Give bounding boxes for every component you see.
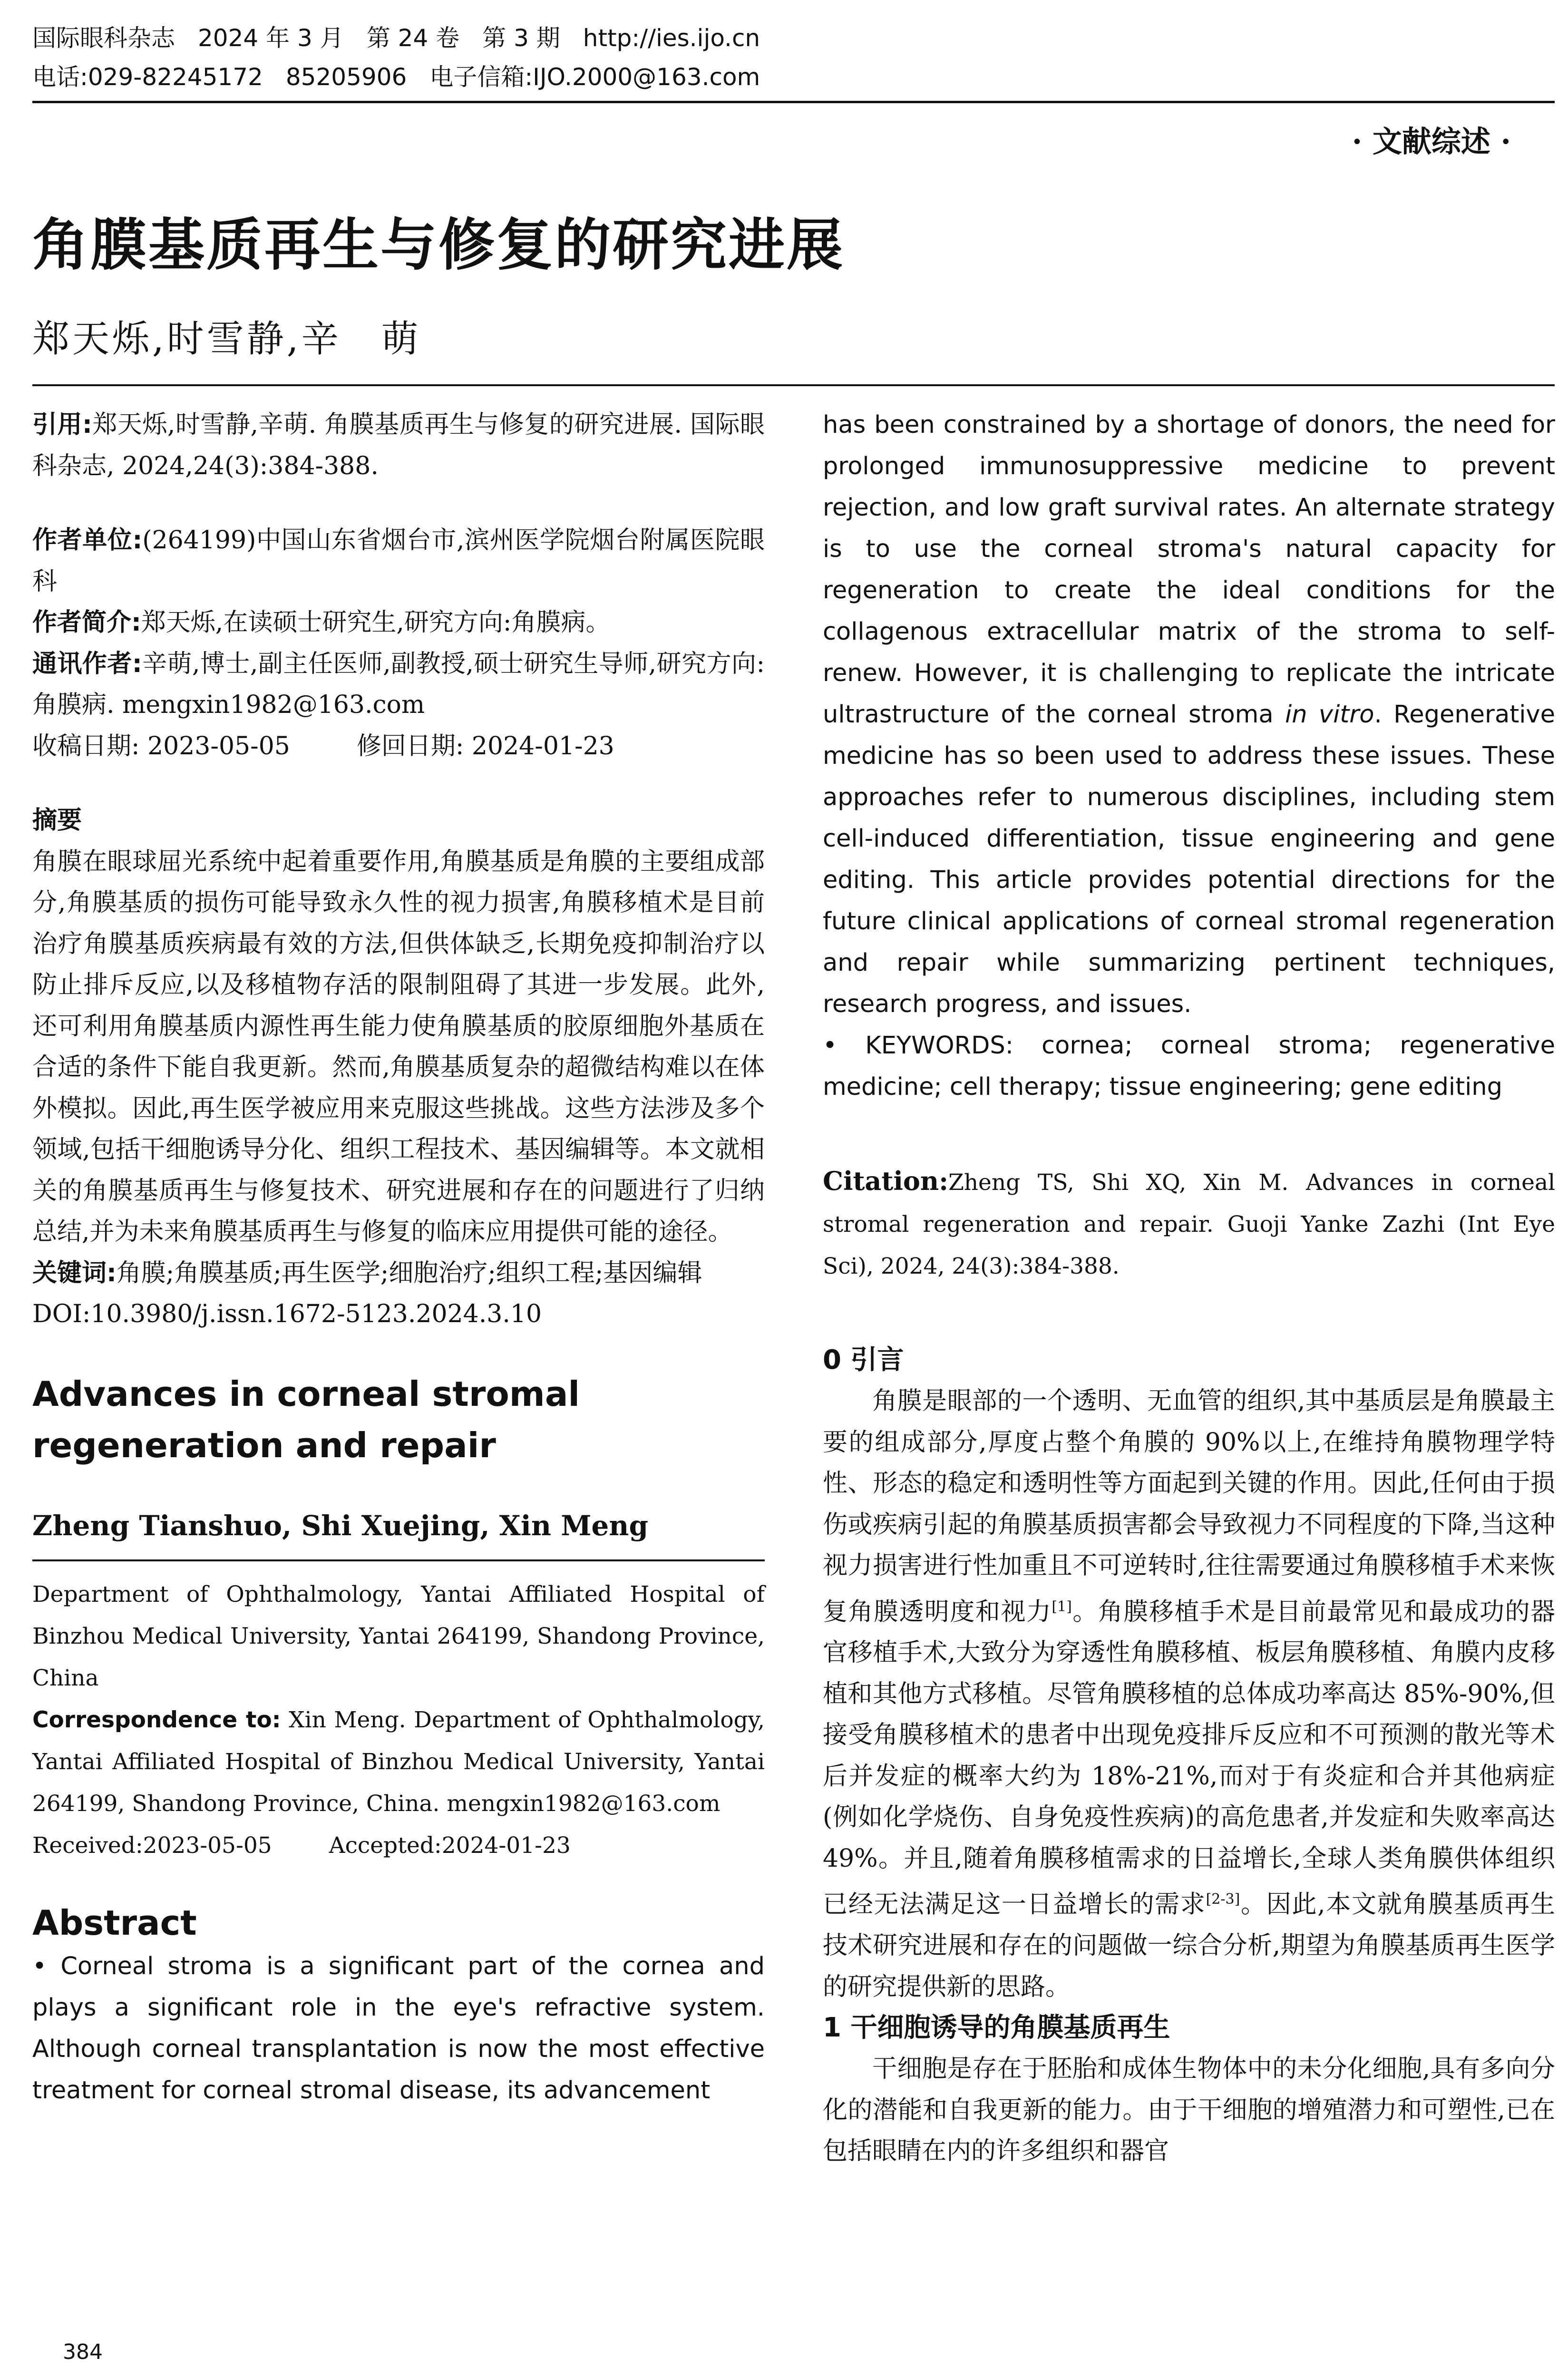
english-authors-rule [32,1559,765,1561]
received-date-cn: 收稿日期: 2023-05-05 [32,731,290,760]
issue-date: 2024 年 3 月 [198,24,344,52]
abstract-cn-text: 角膜在眼球屈光系统中起着重要作用,角膜基质是角膜的主要组成部分,角膜基质的损伤可能导致永久性的视力损害,角膜移植术是目前治疗角膜基质疾病最有效的方法,但供体缺乏,长期免疫抑制治疗以防止排斥反应,以及移植物存活的限制阻碍了其进一步发展。此外,还可利用角膜基质内源性再生能力使角膜基质的胶原细胞外基质在合适的条件下能自我更新。然而,角膜基质复杂的超微结构难以在体外模拟。因此,再生医学被应用来克服这些挑战。这些方法涉及多个领域,包括干细胞诱导分化、组织工程技术、基因编辑等。本文就相关的角膜基质再生与修复技术、研究进展和存在的问题进行了归纳总结,并为未来角膜基质再生与修复的临床应用提供可能的途径。 [32,847,765,1246]
abstract-cn-heading: 摘要 [32,806,82,835]
abstract-heading: Abstract [32,1902,197,1943]
keywords-cn [32,1253,765,1294]
citation-cn-label: 引用: [32,410,92,439]
section-tag: · 文献综述 · [1352,124,1511,159]
intro-text-a: 角膜是眼部的一个透明、无血管的组织,其中基质层是角膜最主要的组成部分,厚度占整个角膜的 90%以上,在维持角膜物理学特性、形态的稳定和透明性等方面起到关键的作用。因此,任何由于损伤或疾病引起的角膜基质损害都会导致视力不同程度的下降,当这种视力损害进行性加重且不可逆转时,往往需要通过角膜移植手术来恢复角膜透明度和视力 [823,1387,1555,1626]
phone: 电话:029-82245172 [32,63,263,91]
reference-2-3[interactable]: [2-3] [1206,1891,1240,1908]
phone-2: 85205906 [285,63,407,91]
english-correspondence [32,1699,765,1825]
running-header-line1 [32,23,783,53]
corresponding-author [32,643,765,726]
intro-text-c: 。因此,本文就角膜基质再生技术研究进展和存在的问题做一综合分析,期望为角膜基质再生医学的研究提供新的思路。 [823,1890,1555,2001]
english-received: Received:2023-05-05 [32,1832,272,1859]
running-header-line2 [32,62,783,92]
intro-text-b: 。角膜移植手术是目前最常见和最成功的器官移植手术,大致分为穿透性角膜移植、板层角膜移植、角膜内皮移植和其他方式移植。尽管角膜移植的总体成功率高达 85%-90%,但接受角膜移植术的患者中出现免疫排斥反应和不可预测的散光等术后并发症的概率大约为 18%-21%,而对于有炎症和合并其他病症(例如化学烧伤、自身免疫性疾病)的高危患者,并发症和失败率高达 49%。并且,随着角膜移植需求的日益增长,全球人类角膜供体组织已经无法满足这一日益增长的需求 [823,1597,1555,1919]
volume: 第 24 卷 [366,24,460,52]
section1-paragraph: 干细胞是存在于胚胎和成体生物体中的未分化细胞,具有多向分化的潜能和自我更新的能力。由于干细胞的增殖潜力和可塑性,已在包括眼睛在内的许多组织和器官 [823,2055,1555,2166]
citation-en-text: Zheng TS, Shi XQ, Xin M. Advances in corneal stromal regeneration and repair. Guoji Yanke Zazhi (Int Eye Sci), 2024, 24(3):384-388. [823,1169,1555,1279]
english-title: Advances in corneal stromal regeneration and repair [32,1374,580,1465]
english-accepted: Accepted:2024-01-23 [329,1832,571,1859]
keywords-cn-label: 关键词: [32,1258,117,1287]
email[interactable]: 电子信箱:IJO.2000@163.com [429,63,760,91]
abstract-en-invitro: in vitro [1285,701,1374,729]
english-dates [32,1825,765,1867]
intro-heading: 0 引言 [823,1344,904,1375]
abstract-en-part2 [823,404,1555,1025]
page-number: 384 [63,2340,103,2364]
dates-cn [32,726,765,767]
intro-paragraph [823,1381,1555,2007]
correspondence-text: Xin Meng. Department of Ophthalmology, Yantai Affiliated Hospital of Binzhou Medical University, Yantai 264199, Shandong Province, China. mengxin1982@163.com [32,1706,765,1817]
corresponding-label: 通讯作者: [32,649,142,678]
correspondence-label: Correspondence to: [32,1706,281,1733]
affiliation [32,520,765,602]
abstract-en-part1: • Corneal stroma is a significant part of the cornea and plays a significant role in the eye's refractive system. Although corneal transplantation is now the most effective treatment for corneal stromal disease, its advancement [32,1952,765,2104]
article-title: 角膜基质再生与修复的研究进展 [32,212,845,278]
abstract-en-part2a: has been constrained by a shortage of donors, the need for prolonged immunosuppressive medicine to prevent rejection, and low graft survival rates. An alternate strategy is to use the corneal stroma's natural capacity for regeneration to create the ideal conditions for the collagenous extracellular matrix of the stroma to self-renew. However, it is challenging to replicate the intricate ultrastructure of the corneal stroma [823,411,1555,729]
doi[interactable]: DOI:10.3980/j.issn.1672-5123.2024.3.10 [32,1300,542,1328]
reference-1[interactable]: [1] [1052,1598,1072,1615]
citation-en-label: Citation: [823,1166,949,1196]
issue: 第 3 期 [482,24,560,52]
right-column [823,404,1555,2172]
english-authors: Zheng Tianshuo, Shi Xuejing, Xin Meng [32,1509,649,1542]
header-rule [32,101,1555,103]
article-authors: 郑天烁,时雪静,辛 萌 [32,318,421,360]
revised-date-cn: 修回日期: 2024-01-23 [356,731,614,760]
left-column [32,404,765,2111]
corresponding-text: 辛萌,博士,副主任医师,副教授,硕士研究生导师,研究方向:角膜病. mengxin1982@163.com [32,649,765,719]
author-bio-label: 作者简介: [32,608,141,637]
author-bio [32,602,765,643]
english-department: Department of Ophthalmology, Yantai Affiliated Hospital of Binzhou Medical University, Yantai 264199, Shandong Province, China [32,1581,765,1691]
affiliation-label: 作者单位: [32,526,143,555]
citation-en [823,1160,1555,1287]
affiliation-text: (264199)中国山东省烟台市,滨州医学院烟台附属医院眼科 [32,526,765,596]
abstract-en-part2b: . Regenerative medicine has so been used to address these issues. These approaches refer to numerous disciplines, including stem cell-induced differentiation, tissue engineering and gene editing. This article provides potential directions for the future clinical applications of corneal stromal regeneration and repair while summarizing pertinent techniques, research progress, and issues. [823,701,1555,1018]
citation-cn-text: 郑天烁,时雪静,辛萌. 角膜基质再生与修复的研究进展. 国际眼科杂志, 2024,24(3):384-388. [32,410,765,480]
title-rule [32,384,1555,386]
author-bio-text: 郑天烁,在读硕士研究生,研究方向:角膜病。 [141,608,611,637]
citation-cn [32,404,765,487]
section1-heading: 1 干细胞诱导的角膜基质再生 [823,2012,1170,2044]
keywords-cn-text: 角膜;角膜基质;再生医学;细胞治疗;组织工程;基因编辑 [116,1258,702,1287]
keywords-en: • KEYWORDS: cornea; corneal stroma; regenerative medicine; cell therapy; tissue engineering; gene editing [823,1032,1555,1101]
journal-url[interactable]: http://ies.ijo.cn [583,24,760,52]
journal-name: 国际眼科杂志 [32,24,175,52]
